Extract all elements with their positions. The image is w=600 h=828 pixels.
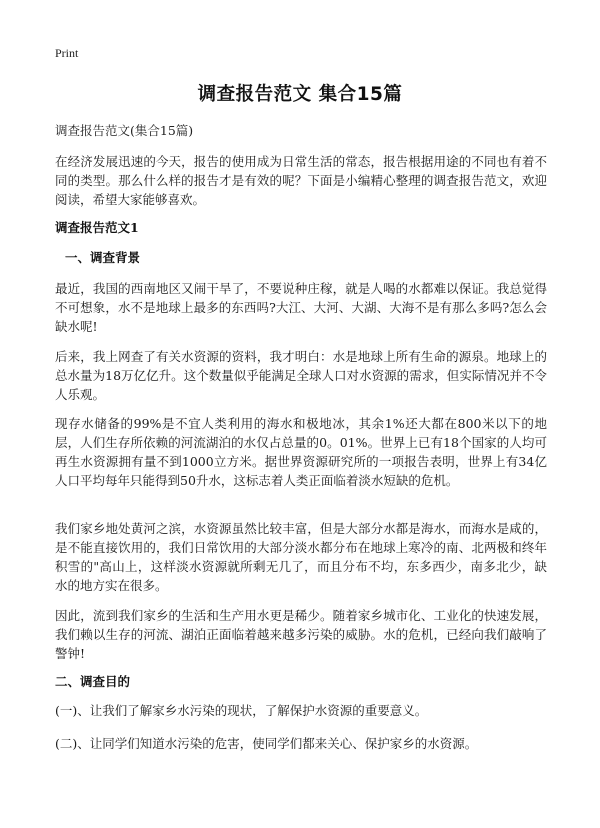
heading-background: 一、调查背景	[65, 250, 141, 265]
purpose-item-2: (二)、让同学们知道水污染的危害，使同学们都来关心、保护家乡的水资源。	[55, 736, 478, 751]
paragraph-drought: 最近，我国的西南地区又闹干旱了，不要说种庄稼，就是人喝的水都难以保证。我总觉得不可想象，水不是地球上最多的东西吗?大江、大河、大湖、大海不是有那么多吗?怎么会缺水呢!	[55, 281, 547, 334]
document-subtitle: 调查报告范文(集合15篇)	[55, 123, 194, 138]
intro-paragraph: 在经济发展迅速的今天，报告的使用成为日常生活的常态，报告根据用途的不同也有着不同的类型。那么什么样的报告才是有效的呢？下面是小编精心整理的调查报告范文，欢迎阅读，希望大家能够喜欢。	[55, 154, 547, 207]
paragraph-pollution: 因此，流到我们家乡的生活和生产用水更是稀少。随着家乡城市化、工业化的快速发展，我们赖以生存的河流、湖泊正面临着越来越多污染的威胁。水的危机，已经向我们敲响了警钟!	[55, 608, 547, 661]
print-label[interactable]: Print	[55, 46, 79, 60]
section-title: 调查报告范文1	[55, 220, 139, 235]
heading-purpose: 二、调查目的	[55, 674, 131, 689]
paragraph-hometown: 我们家乡地处黄河之滨，水资源虽然比较丰富，但是大部分水都是海水，而海水是咸的，是不能直接饮用的，我们日常饮用的大部分淡水都分布在地球上寒冷的南、北两极和终年积雪的"高山上，这样淡水资源就所剩无几了，而且分布不均，东多西少，南多北少，缺水的地方实在很多。	[55, 521, 547, 593]
purpose-item-1: (一)、让我们了解家乡水污染的现状，了解保护水资源的重要意义。	[55, 703, 428, 718]
paragraph-water-resources: 后来，我上网查了有关水资源的资料，我才明白：水是地球上所有生命的源泉。地球上的总水量为18万亿亿升。这个数量似乎能满足全球人口对水资源的需求，但实际情况并不令人乐观。	[55, 349, 547, 402]
paragraph-water-reserves: 现存水储备的99%是不宜人类利用的海水和极地冰，其余1%还大都在800米以下的地层，人们生存所依赖的河流湖泊的水仅占总量的0。01%。世界上已有18个国家的人均可再生水资源拥有量不到1000立方米。据世界资源研究所的一项报告表明，世界上有34亿人口平均每年只能得到50升水，这标志着人类正面临着淡水短缺的危机。	[55, 416, 547, 488]
document-title: 调查报告范文 集合15篇	[197, 84, 403, 105]
